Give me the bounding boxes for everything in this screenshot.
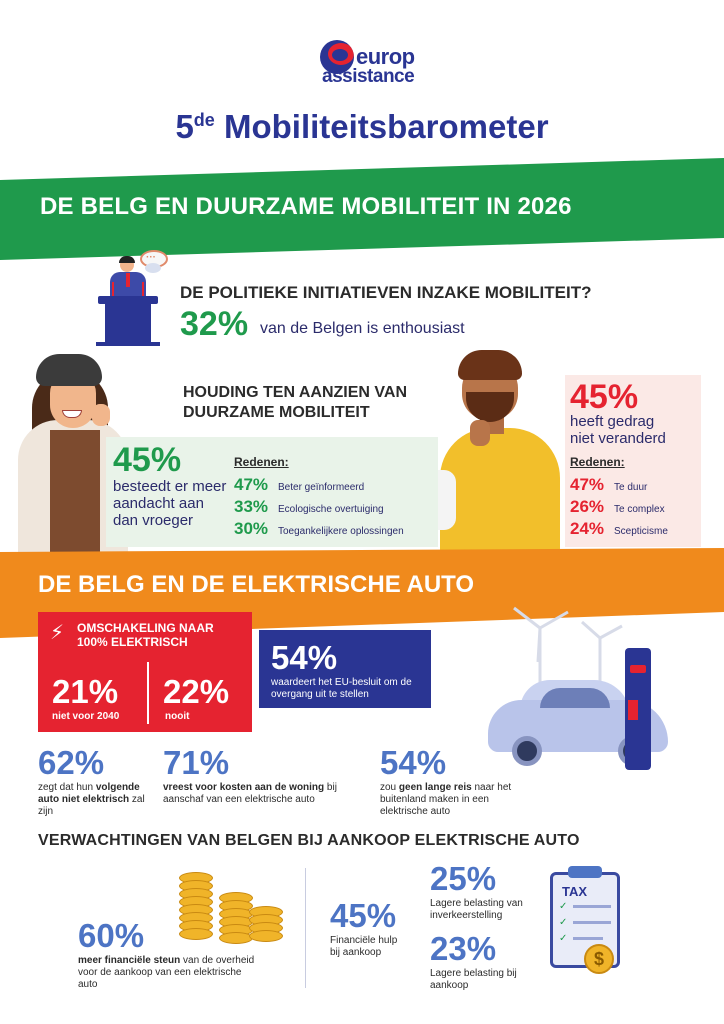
question-politieke-initiatieven: DE POLITIEKE INITIATIEVEN INZAKE MOBILITEIT? xyxy=(180,283,592,302)
stat-71-pct: 71% xyxy=(163,744,230,781)
stat-23-pct: 23% xyxy=(430,930,497,967)
redenen-label-right: Redenen: xyxy=(570,455,625,469)
stat-meer-aandacht-pct: 45% xyxy=(113,441,182,479)
stat-62-text: zegt dat hun volgende auto niet elektrisch zal zijn xyxy=(38,782,145,817)
stat-62-pct: 62% xyxy=(38,744,105,781)
redenen-label-left: Redenen: xyxy=(234,455,289,469)
stat-nooit-pct: 22% xyxy=(163,673,230,710)
coin-stack-icon xyxy=(175,868,285,948)
stat-45-text: Financiële hulp bij aankoop xyxy=(330,935,398,958)
man-illustration xyxy=(440,428,560,550)
lightning-bolt-icon: ⚡ xyxy=(50,622,65,644)
stat-25-text: Lagere belasting van inverkeerstelling xyxy=(430,898,523,921)
stat-eu-besluit-pct: 54% xyxy=(271,639,338,676)
divider xyxy=(147,662,149,724)
stat-niet-voor-2040-pct: 21% xyxy=(52,673,119,710)
stat-25-pct: 25% xyxy=(430,860,497,897)
stat-niet-veranderd-text: heeft gedrag niet veranderd xyxy=(570,413,666,447)
stat-eu-besluit-text: waardeert het EU-besluit om de overgang uit te stellen xyxy=(271,677,412,700)
stat-niet-veranderd-pct: 45% xyxy=(570,378,639,416)
reason-row: 26% Te complex xyxy=(570,497,665,516)
stat-71-text: vreest voor kosten aan de woning bij aanschaf van een elektrische auto xyxy=(163,782,337,805)
stat-54-text: zou geen lange reis naar het buitenland maken in een elektrische auto xyxy=(380,782,512,817)
tax-clipboard-icon: ✓ ✓ ✓ xyxy=(550,872,620,968)
stat-45-pct: 45% xyxy=(330,897,397,934)
reason-row: 47% Te duur xyxy=(570,475,648,494)
reason-row: 47% Beter geïnformeerd xyxy=(234,475,365,494)
section-title-verwachtingen: VERWACHTINGEN VAN BELGEN BIJ AANKOOP ELEKTRISCHE AUTO xyxy=(38,832,580,849)
houding-heading: HOUDING TEN AANZIEN VAN DUURZAME MOBILITEIT xyxy=(183,384,407,421)
stat-nooit-label: nooit xyxy=(165,711,190,722)
stat-meer-aandacht-text: besteedt er meer aandacht aan dan vroeger xyxy=(113,478,227,529)
tax-label: TAX xyxy=(562,884,588,899)
stat-enthousiast-pct: 32% xyxy=(180,305,249,343)
stat-enthousiast-text: van de Belgen is enthousiast xyxy=(260,320,465,337)
stat-60-pct: 60% xyxy=(78,917,145,954)
stat-54-pct: 54% xyxy=(380,744,447,781)
reason-row: 33% Ecologische overtuiging xyxy=(234,497,384,516)
divider xyxy=(305,868,306,988)
stat-niet-voor-2040-label: niet voor 2040 xyxy=(52,711,120,722)
page-title: 5de Mobiliteitsbarometer xyxy=(175,108,549,145)
stat-23-text: Lagere belasting bij aankoop xyxy=(430,968,517,991)
logo-text-assistance: assistance xyxy=(322,66,415,87)
dollar-coin-icon: $ xyxy=(584,944,614,974)
omschakeling-title: OMSCHAKELING NAAR 100% ELEKTRISCH xyxy=(77,621,214,649)
logo-text-europ: europ xyxy=(356,44,415,69)
section-title-elektrische-auto: DE BELG EN DE ELEKTRISCHE AUTO xyxy=(38,571,475,598)
section-title-duurzame-mobiliteit: DE BELG EN DUURZAME MOBILITEIT IN 2026 xyxy=(40,193,572,220)
reason-row: 30% Toegankelijkere oplossingen xyxy=(234,519,404,538)
stat-60-text: meer financiële steun van de overheid voor de aankoop van een elektrische auto xyxy=(78,955,255,990)
reason-row: 24% Scepticisme xyxy=(570,519,668,538)
